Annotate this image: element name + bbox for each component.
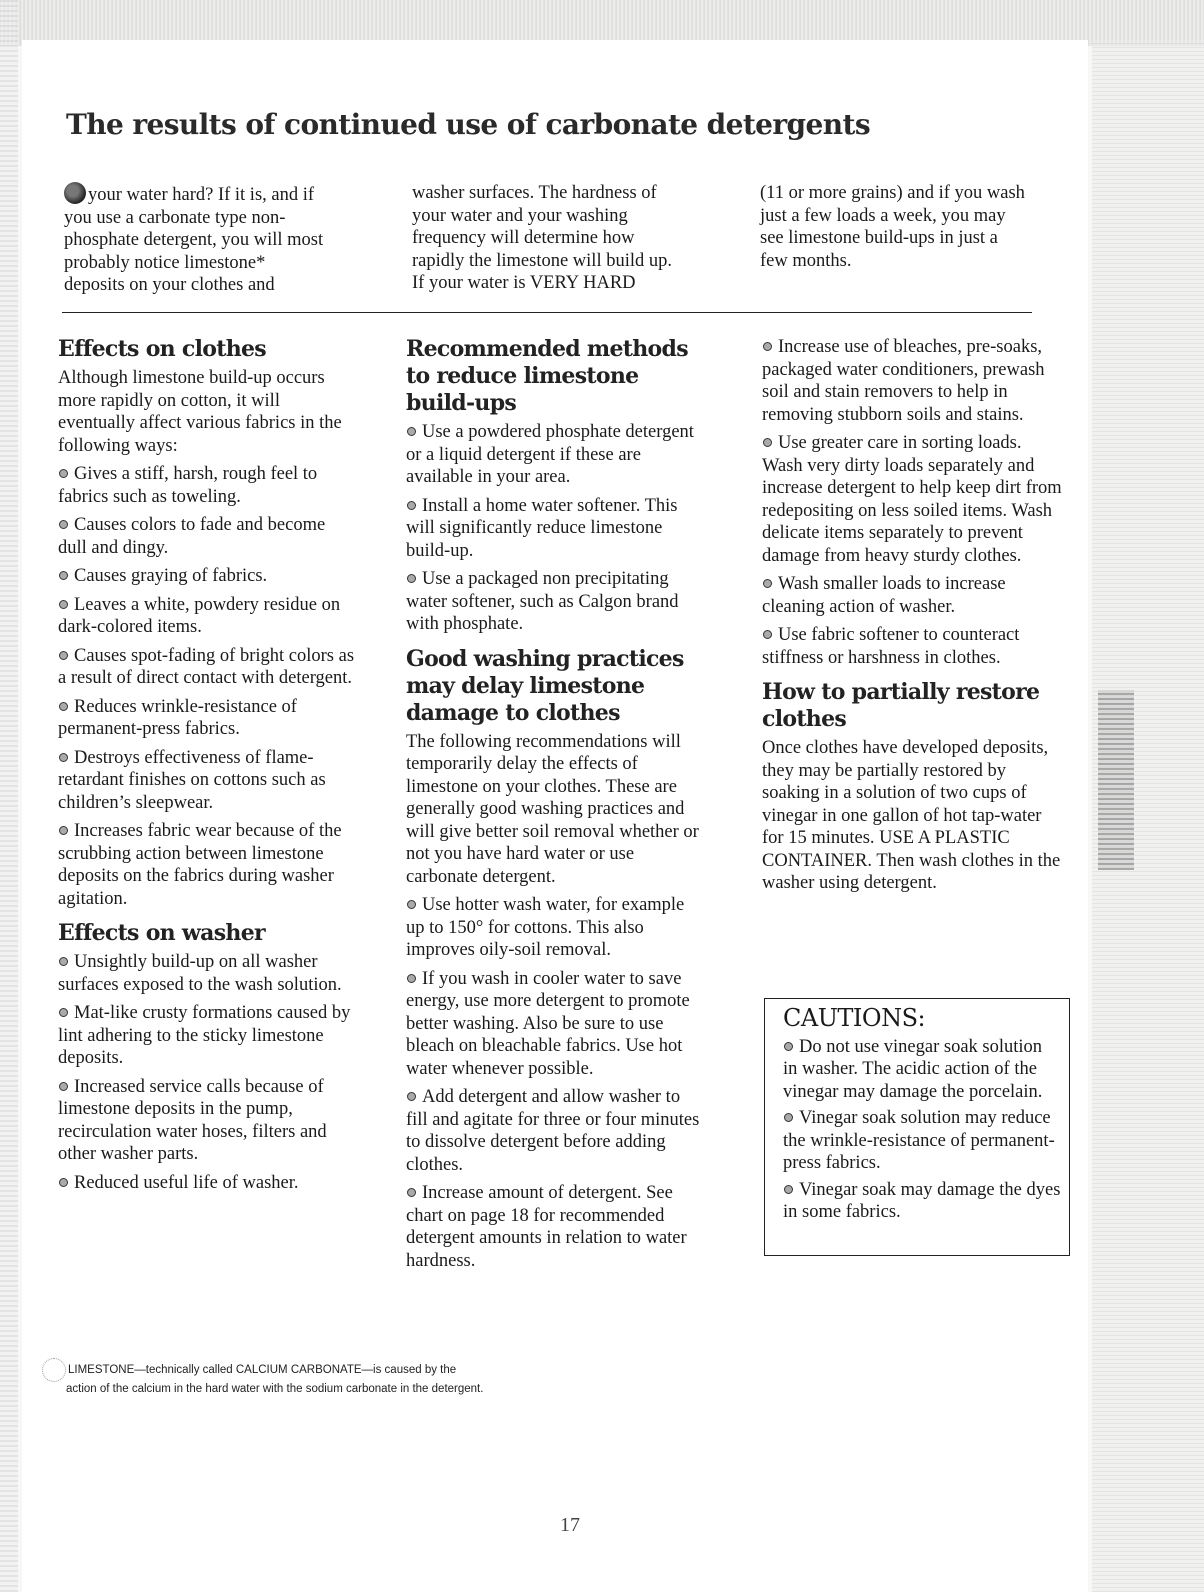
- list-item: Install a home water softener. This will significantly reduce limestone build-up.: [406, 495, 678, 561]
- list-item: Reduces wrinkle-resistance of permanent-press fabrics.: [58, 696, 297, 739]
- bullet-icon: [763, 438, 772, 447]
- list-item: Use greater care in sorting loads. Wash very dirty loads separately and increase detergent to help keep dirt from redepositing on less soiled items. Wash delicate items separately to prevent damage from heavy sturdy clothes.: [762, 433, 1062, 566]
- intro-line: few months.: [760, 250, 852, 271]
- page-number: 17: [560, 1514, 580, 1536]
- list-item: If you wash in cooler water to save energy, use more detergent to promote better washing. Also be sure to use bleach on bleachable fabrics. Use hot water whenever possible.: [406, 968, 690, 1079]
- section-divider: [62, 312, 1032, 313]
- list-item: Reduced useful life of washer.: [58, 1172, 358, 1195]
- footnote: LIMESTONE—technically called CALCIUM CARBONATE—is caused by the action of the calcium in the hard water with the sodium carbonate in the detergent.: [42, 1358, 602, 1397]
- intro-col-2: [412, 182, 732, 295]
- intro-line: your water hard? If it is, and if: [88, 185, 315, 205]
- bullet-icon: [407, 501, 416, 510]
- heading-recommended: Recommended methods to reduce limestone build-ups: [406, 336, 688, 416]
- bullet-icon: [784, 1185, 793, 1194]
- list-item: Increased service calls because of limestone deposits in the pump, recirculation water hoses, filters and other washer parts.: [58, 1076, 327, 1164]
- cautions-heading: CAUTIONS:: [783, 1004, 926, 1032]
- bullet-icon: [59, 469, 68, 478]
- effects-clothes-lead: Although limestone build-up occurs more rapidly on cotton, it will eventually affect various fabrics in the following ways:: [58, 368, 342, 456]
- drop-cap-icon: [64, 182, 86, 204]
- intro-line: (11 or more grains) and if you wash: [760, 183, 1025, 203]
- intro-line: washer surfaces. The hardness of: [412, 183, 657, 203]
- intro-line: deposits on your clothes and: [64, 275, 275, 295]
- asterisk-icon: [42, 1358, 66, 1382]
- intro-line: rapidly the limestone will build up.: [412, 250, 672, 271]
- bullet-icon: [407, 574, 416, 583]
- bullet-icon: [407, 1188, 416, 1197]
- heading-effects-washer: Effects on washer: [58, 920, 265, 946]
- cautions-box: [764, 998, 1070, 1256]
- list-item: Causes graying of fabrics.: [58, 565, 358, 588]
- bullet-icon: [59, 753, 68, 762]
- bullet-icon: [407, 427, 416, 436]
- list-item: Vinegar soak may damage the dyes in some fabrics.: [783, 1179, 1061, 1222]
- list-item: Mat-like crusty formations caused by lint adhering to the sticky limestone deposits.: [58, 1003, 351, 1068]
- intro-col-1: [64, 182, 384, 297]
- bullet-icon: [59, 571, 68, 580]
- list-item: Increase use of bleaches, pre-soaks, packaged water conditioners, prewash soil and stain removers to help in removing stubborn soils and stains.: [762, 337, 1045, 425]
- bullet-icon: [763, 342, 772, 351]
- good-practices-lead: The following recommendations will temporarily delay the effects of limestone on your clothes. These are generally good washing practices and will give better soil removal whether or not you have hard water or use carbonate detergent.: [406, 731, 699, 887]
- list-item: Destroys effectiveness of flame-retardant finishes on cottons such as children’s sleepwear.: [58, 747, 326, 813]
- footnote-line-2: action of the calcium in the hard water with the sodium carbonate in the detergent.: [66, 1383, 484, 1395]
- bullet-icon: [763, 579, 772, 588]
- bullet-icon: [59, 600, 68, 609]
- column-middle: [406, 336, 706, 1278]
- restore-text: Once clothes have developed deposits, they may be partially restored by soaking in a solution of two cups of vinegar in one gallon of hot tap-water for 15 minutes. USE A PLASTIC CONTAINER. Then wash clothes in the washer using detergent.: [762, 738, 1061, 893]
- intro-line: your water and your washing: [412, 205, 628, 226]
- list-item: Causes spot-fading of bright colors as a result of direct contact with detergent.: [58, 645, 355, 688]
- side-tab: [1098, 690, 1134, 870]
- list-item: Do not use vinegar soak solution in washer. The acidic action of the vinegar may damage the porcelain.: [783, 1036, 1043, 1102]
- list-item: Wash smaller loads to increase cleaning action of washer.: [762, 574, 1006, 617]
- intro-line: just a few loads a week, you may: [760, 205, 1006, 226]
- bullet-icon: [59, 1008, 68, 1017]
- bullet-icon: [59, 1082, 68, 1091]
- bullet-icon: [763, 630, 772, 639]
- list-item: Use a packaged non precipitating water softener, such as Calgon brand with phosphate.: [406, 569, 679, 634]
- intro-line: phosphate detergent, you will most: [64, 230, 324, 250]
- bullet-icon: [784, 1042, 793, 1051]
- list-item: Increases fabric wear because of the scrubbing action between limestone deposits on the fabrics during washer agitation.: [58, 821, 342, 909]
- list-item: Add detergent and allow washer to fill and agitate for three or four minutes to dissolve detergent before adding clothes.: [406, 1087, 700, 1175]
- intro-line: you use a carbonate type non-: [64, 207, 286, 228]
- list-item: Causes colors to fade and become dull and dingy.: [58, 515, 326, 558]
- heading-restore: How to partially restore clothes: [762, 679, 1040, 732]
- column-right: [762, 336, 1062, 901]
- bullet-icon: [59, 826, 68, 835]
- intro-line: If your water is VERY HARD: [412, 273, 636, 293]
- intro-line: frequency will determine how: [412, 228, 635, 248]
- bullet-icon: [59, 1178, 68, 1187]
- bullet-icon: [407, 1092, 416, 1101]
- bullet-icon: [784, 1113, 793, 1122]
- intro-line: probably notice limestone*: [64, 252, 266, 273]
- list-item: Use hotter wash water, for example up to 150° for cottons. This also improves oily-soil removal.: [406, 895, 685, 960]
- list-item: Vinegar soak solution may reduce the wrinkle-resistance of permanent-press fabrics.: [783, 1108, 1055, 1173]
- scan-noise-left: [0, 0, 18, 1592]
- column-left: [58, 336, 358, 1200]
- bullet-icon: [407, 900, 416, 909]
- bullet-icon: [59, 702, 68, 711]
- bullet-icon: [59, 520, 68, 529]
- intro-line: see limestone build-ups in just a: [760, 228, 998, 248]
- heading-effects-clothes: Effects on clothes: [58, 336, 266, 362]
- list-item: Unsightly build-up on all washer surfaces exposed to the wash solution.: [58, 952, 342, 995]
- list-item: Use fabric softener to counteract stiffness or harshness in clothes.: [762, 625, 1020, 668]
- heading-good-practices: Good washing practices may delay limestone damage to clothes: [406, 645, 684, 726]
- list-item: Use a powdered phosphate detergent or a liquid detergent if these are available in your area.: [406, 422, 694, 487]
- bullet-icon: [407, 974, 416, 983]
- list-item: Increase amount of detergent. See chart on page 18 for recommended detergent amounts in relation to water hardness.: [406, 1183, 687, 1271]
- page-title: The results of continued use of carbonate detergents: [66, 108, 870, 141]
- list-item: Leaves a white, powdery residue on dark-colored items.: [58, 594, 341, 637]
- intro-col-3: [760, 182, 1080, 272]
- bullet-icon: [59, 651, 68, 660]
- bullet-icon: [59, 957, 68, 966]
- list-item: Gives a stiff, harsh, rough feel to fabrics such as toweling.: [58, 464, 318, 507]
